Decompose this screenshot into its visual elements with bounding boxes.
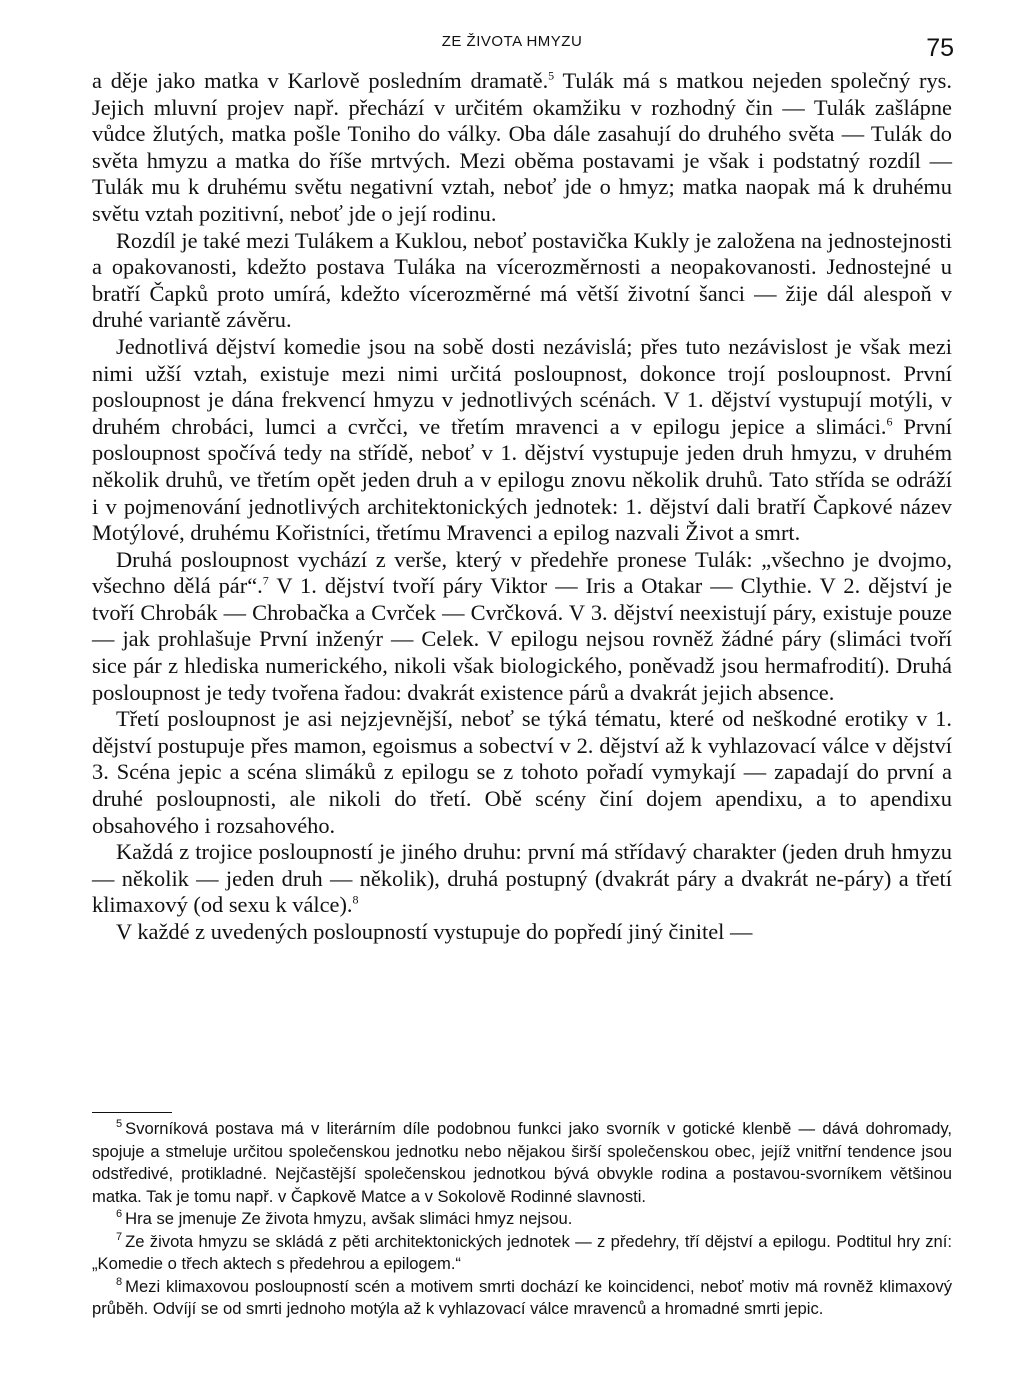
footnote-divider [92,1112,172,1113]
paragraph-text: Druhá posloupnost vychází z verše, který v předehře pronese Tulák: „všechno je dvojmo, všechno dělá pár“. [92,546,952,599]
footnote-text: Hra se jmenuje Ze života hmyzu, avšak slimáci hmyz nejsou. [125,1209,573,1228]
running-head: ZE ŽIVOTA HMYZU [441,33,583,50]
paragraph-4 [92,547,952,707]
paragraph-5: Třetí posloupnost je asi nejzjevnější, neboť se týká tématu, které od neškodné erotiky v 1. dějství postupuje přes mamon, egoismus a sobectví v 2. dějství až k vyhlazovací válce v dějství 3. Scéna jepic a scéna slimáků z epilogu se z tohoto pořadí vymykají — zapadají do první a druhé posloupnosti, ale nikoli do třetí. Obě scény činí dojem apendixu, a to apendixu obsahového i rozsahového. [92,706,952,838]
footnotes [92,1118,952,1321]
paragraph-text: V 1. dějství tvoří páry Viktor — Iris a Otakar — Clythie. V 2. dějství je tvoří Chrobák — Chrobačka a Cvrček — Cvrčková. V 3. dějství neexistují páry, existuje pouze — jak prohlašuje První inženýr — Celek. V epilogu nejsou rovněž žádné páry (slimáci tvoří sice pár z hlediska numerického, nikoli však biologického, poněvadž jsou hermafrodití). Druhá posloupnost je tedy tvořena řadou: dvakrát existence párů a dvakrát jejich absence. [92,573,953,705]
footnote-mark: 8 [116,1275,123,1288]
paragraph-1 [92,68,952,228]
paragraph-3 [92,334,952,547]
footnote-mark: 6 [116,1208,123,1221]
footnote-text: Mezi klimaxovou posloupností scén a motivem smrti dochází ke koincidenci, neboť motiv má rovněž klimaxový průběh. Odvíjí se od smrti jednoho motýla až k vyhlazovací válce mravenců a hromadné smrti jepic. [92,1276,952,1318]
footnote [92,1231,952,1276]
paragraph-text: Každá z trojice posloupností je jiného druhu: první má střídavý charakter (jeden druh hmyzu — několik — jeden druh — několik), druhá postupný (dvakrát páry a dvakrát ne-páry) a třetí klimaxový (od sexu k válce). [92,839,952,918]
footnote-mark: 7 [116,1230,123,1243]
paragraph-7: V každé z uvedených posloupností vystupuje do popředí jiný činitel — [116,919,753,944]
paragraph-text: a děje jako matka v Karlově posledním dramatě. [92,68,549,93]
footnote [92,1276,952,1321]
paragraph-6 [92,839,952,919]
paragraph-text: Jednotlivá dějství komedie jsou na sobě dosti nezávislá; přes tuto nezávislost je však mezi nimi užší vztah, existuje mezi nimi určitá posloupnost, dokonce trojí posloupnost. První posloupnost je dána frekvencí hmyzu v jednotlivých scénách. V 1. dějství vystupují motýli, v druhém chrobáci, lumci a cvrčci, ve třetím mravenci a v epilogu jepice a slimáci. [92,333,952,439]
footnote [92,1118,952,1208]
footnote-ref-7: 7 [262,573,269,588]
paragraph-2: Rozdíl je také mezi Tulákem a Kuklou, neboť postavička Kukly je založena na jednostejnosti a opakovanosti, kdežto postava Tuláka na vícerozměrnosti a neopakovanosti. Jednostejné u bratří Čapků proto umírá, kdežto vícerozměrné má větší životní šanci — žije dál alespoň v druhé variantě závěru. [92,227,952,333]
page-number: 75 [926,34,954,62]
footnote-text: Svorníková postava má v literárním díle podobnou funkci jako svorník v gotické klenbě — dává dohromady, spojuje a stmeluje určitou společenskou jednotku nebo nějakou širší společenskou obec, jejíž vnitřní tendence jsou odstředivé, protikladné. Nejčastější společenskou jednotkou bývá obvykle rodina a postavou-svorníkem většinou matka. Tak je tomu např. v Čapkově Matce a v Sokolově Rodinné slavnosti. [92,1119,952,1206]
footnote-text: Ze života hmyzu se skládá z pěti architektonických jednotek — z předehry, tří dějství a epilogu. Podtitul hry zní: „Komedie o třech aktech s předehrou a epilogem.“ [92,1231,952,1273]
paragraph-text: První posloupnost spočívá tedy na střídě, neboť v 1. dějství vystupuje jeden druh hmyzu, v druhém několik druhů, ve třetím opět jeden druh a v epilogu znovu několik druhů. Tato střída se odráží i v pojmenování jednotlivých architektonických jednotek: 1. dějství dali bratří Čapkové název Motýlové, druhému Kořistníci, třetímu Mravenci a epilog nazvali Život a smrt. [92,413,952,546]
footnote-ref-6: 6 [886,414,893,429]
main-text [92,68,952,946]
footnote [92,1208,952,1231]
footnote-ref-8: 8 [352,892,359,907]
footnote-mark: 5 [116,1118,123,1131]
paragraph-text: Tulák má s matkou nejeden společný rys. Jejich mluvní projev např. přechází v určitém okamžiku v rozhodný čin — Tulák zašlápne vůdce žlutých, matka pošle Toniho do války. Oba dále zasahují do druhého světa — Tulák do světa hmyzu a matka do říše mrtvých. Mezi oběma postavami je však i podstatný rozdíl — Tulák mu k druhému světu negativní vztah, neboť jde o hmyz; matka naopak má k druhému světu vztah pozitivní, neboť jde o její rodinu. [92,68,952,226]
footnote-ref-5: 5 [548,68,555,83]
